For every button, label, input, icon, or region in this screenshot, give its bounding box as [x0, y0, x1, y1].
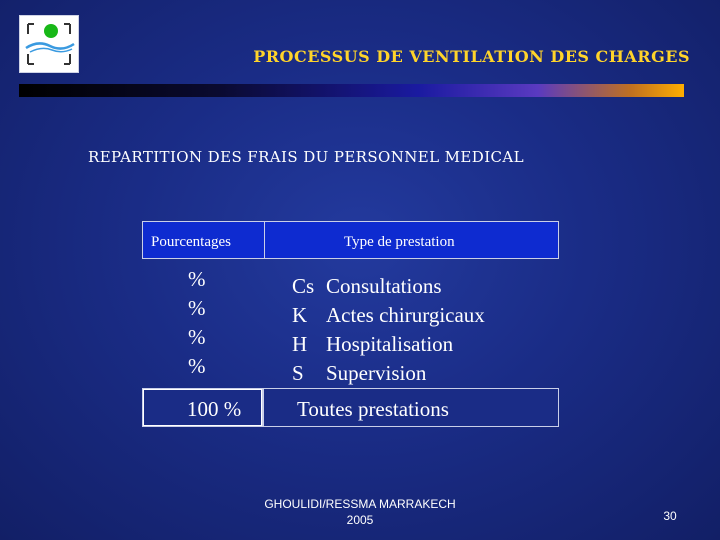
type-column — [292, 272, 485, 388]
header-pourcentages: Pourcentages — [151, 234, 231, 250]
header-type-prestation: Type de prestation — [344, 234, 455, 250]
type-label: Consultations — [326, 274, 442, 298]
type-row — [292, 330, 485, 359]
type-label: Actes chirurgicaux — [326, 303, 485, 327]
footer-author: GHOULIDI/RESSMA MARRAKECH — [264, 497, 456, 511]
table-header-row — [142, 221, 559, 259]
title-gradient-bar — [19, 84, 684, 97]
type-code: H — [292, 332, 308, 356]
table-total-row — [142, 388, 559, 427]
total-label: Toutes prestations — [297, 397, 449, 421]
distribution-table — [142, 221, 559, 427]
type-row — [292, 272, 485, 301]
page-title: PROCESSUS DE VENTILATION DES CHARGES — [253, 47, 690, 66]
page-number: 30 — [663, 509, 677, 523]
total-label-cell — [263, 388, 559, 427]
logo-graphic — [20, 16, 78, 72]
type-code: K — [292, 303, 308, 327]
percent-cell: % — [188, 296, 206, 320]
footer-year: 2005 — [346, 513, 374, 527]
type-code: S — [292, 361, 304, 385]
type-row — [292, 301, 485, 330]
percent-cell: % — [188, 354, 206, 378]
percent-cell: % — [188, 325, 206, 349]
type-label: Supervision — [326, 361, 427, 385]
institution-logo-icon — [19, 15, 79, 73]
footer-credit — [250, 496, 470, 528]
section-subtitle: REPARTITION DES FRAIS DU PERSONNEL MEDICAL — [88, 148, 525, 166]
total-percent-cell — [142, 388, 263, 427]
total-percent-value: 100 % — [187, 397, 242, 421]
percent-column — [188, 265, 206, 381]
percent-cell: % — [188, 267, 206, 291]
type-row — [292, 359, 485, 388]
type-label: Hospitalisation — [326, 332, 454, 356]
type-code: Cs — [292, 274, 315, 298]
header-divider — [264, 222, 265, 258]
